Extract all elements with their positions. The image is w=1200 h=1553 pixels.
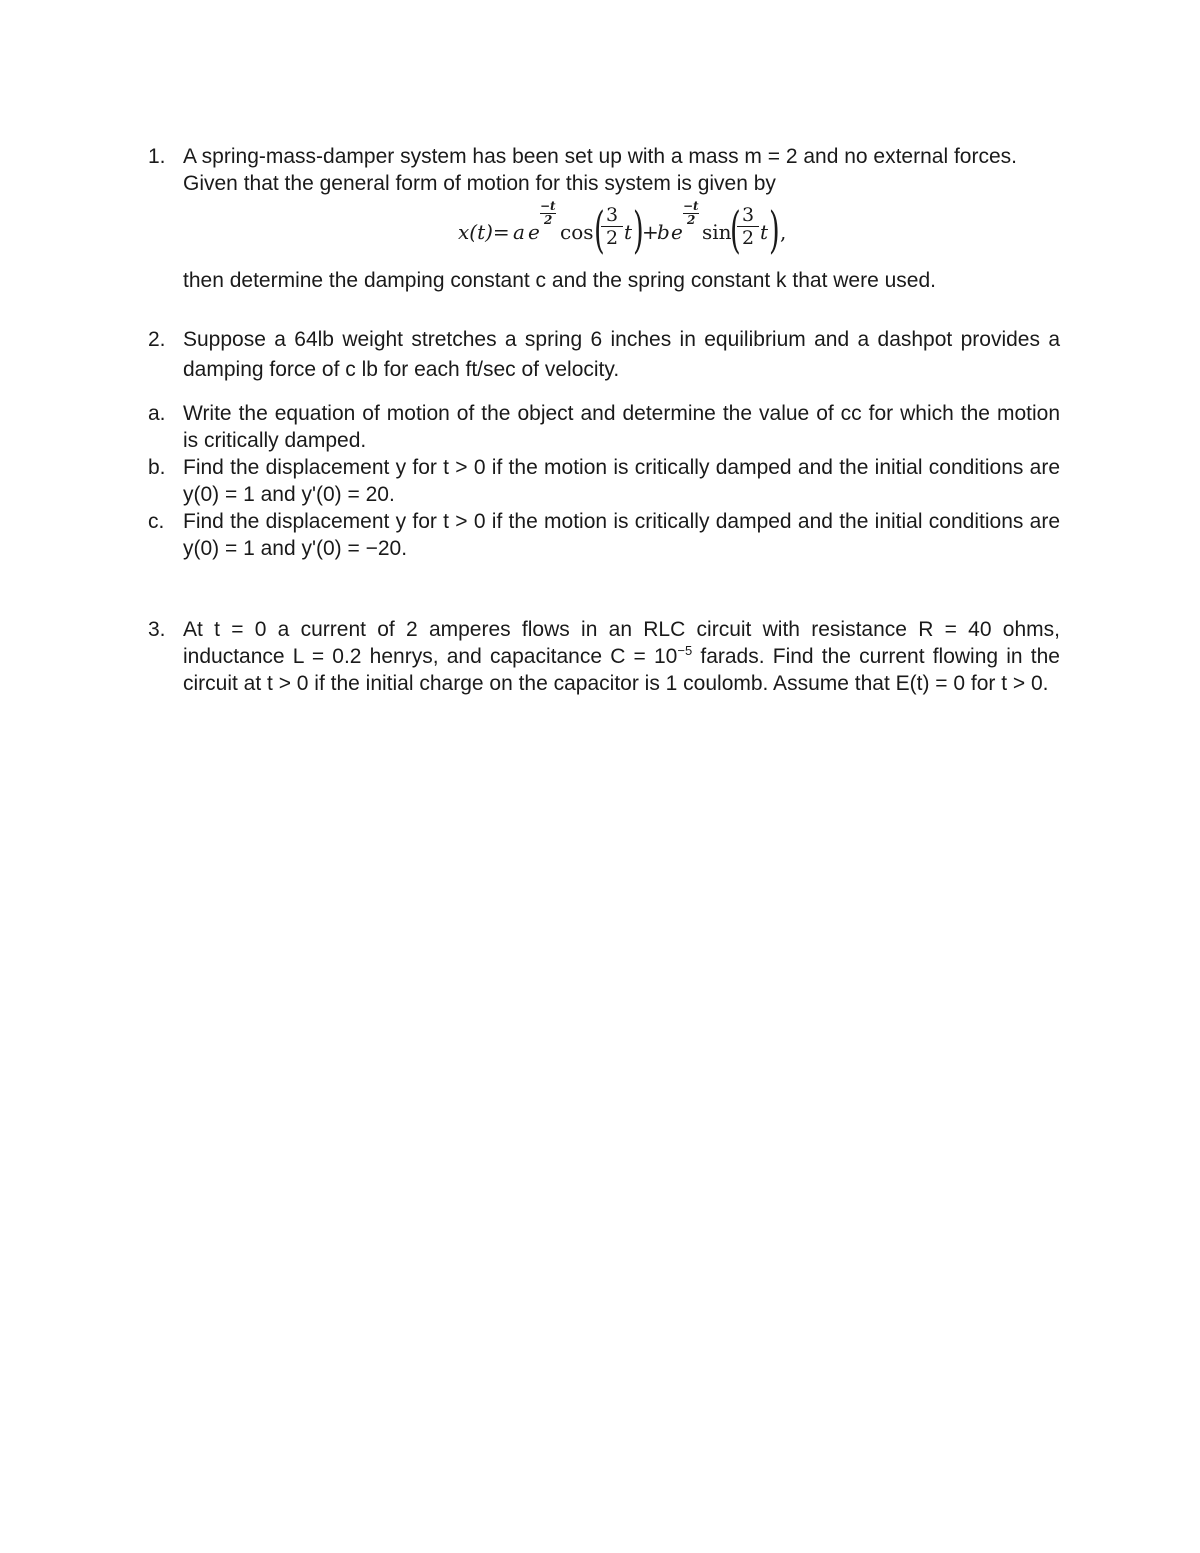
part-b-text: Find the displacement y for t > 0 if the motion is critically damped and the initial conditions are y(0) = 1 and y'(0) = 20. — [183, 456, 1060, 506]
part-c-marker: c. — [148, 510, 165, 533]
problem-2-number: 2. — [148, 328, 166, 351]
problem-2-part-c — [148, 508, 1060, 562]
part-c-text: Find the displacement y for t > 0 if the motion is critically damped and the initial conditions are y(0) = 1 and y'(0) = −20. — [183, 510, 1060, 560]
eq-exp-den-1: 2 — [544, 213, 553, 227]
problem-3 — [148, 616, 1060, 697]
part-a-text: Write the equation of motion of the object and determine the value of cc for which the motion is critically damped. — [183, 402, 1060, 452]
eq-lhs: x(t)= — [458, 220, 510, 244]
eq-t-2: t — [760, 220, 769, 244]
eq-paren-close-1: ) — [633, 201, 644, 259]
eq-b: b — [657, 220, 670, 244]
motion-equation — [458, 200, 818, 264]
problem-1-question: then determine the damping constant c and the spring constant k that were used. — [183, 269, 936, 292]
eq-paren-open-2: ( — [730, 201, 741, 259]
part-a-marker: a. — [148, 402, 166, 425]
eq-fraction-2-num: 3 — [737, 204, 759, 227]
eq-exp-2: −t — [683, 199, 699, 213]
eq-fraction-1-num: 3 — [601, 204, 623, 227]
eq-sin: sin — [702, 220, 732, 244]
eq-fraction-1-den: 2 — [605, 227, 619, 249]
eq-fraction-1 — [601, 204, 623, 249]
eq-cos: cos — [560, 220, 594, 244]
problem-1-question-block — [148, 267, 1060, 294]
problem-2 — [148, 325, 1060, 385]
problem-2-part-a — [148, 400, 1060, 454]
eq-fraction-2 — [737, 204, 759, 249]
problem-3-text-before: At t = 0 a current of 2 amperes flows in an RLC circuit with resistance R = 40 ohms, inductance L = 0.2 henrys, and capacitance C = 10 — [183, 618, 1060, 668]
eq-e1: e — [528, 220, 540, 244]
eq-fraction-2-den: 2 — [741, 227, 755, 249]
part-b-marker: b. — [148, 456, 166, 479]
problem-3-number: 3. — [148, 618, 166, 641]
problem-3-text-after: farads. Find the current flowing in the circuit at t > 0 if the initial charge on the capacitor is 1 coulomb. Assume that E(t) = 0 for t > 0. — [183, 645, 1060, 695]
eq-t-1: t — [624, 220, 633, 244]
problem-1-intro: A spring-mass-damper system has been set up with a mass m = 2 and no external forces. Given that the general form of motion for this system is given by — [183, 145, 1017, 195]
capacitance-exponent: −5 — [677, 643, 693, 658]
eq-paren-open-1: ( — [594, 201, 605, 259]
problem-1 — [148, 143, 1060, 197]
eq-comma: , — [780, 220, 787, 244]
problem-1-number: 1. — [148, 145, 166, 168]
problem-2-part-b — [148, 454, 1060, 508]
eq-paren-close-2: ) — [769, 201, 780, 259]
eq-plus: + — [642, 220, 659, 244]
problem-3-text — [183, 616, 1060, 697]
eq-exp-den-2: 2 — [687, 213, 696, 227]
eq-a: a — [513, 220, 525, 244]
eq-exp-1: −t — [540, 199, 556, 213]
eq-e2: e — [671, 220, 683, 244]
problem-2-text: Suppose a 64lb weight stretches a spring 6 inches in equilibrium and a dashpot provides a damping force of c lb for each ft/sec of velocity. — [183, 328, 1060, 381]
